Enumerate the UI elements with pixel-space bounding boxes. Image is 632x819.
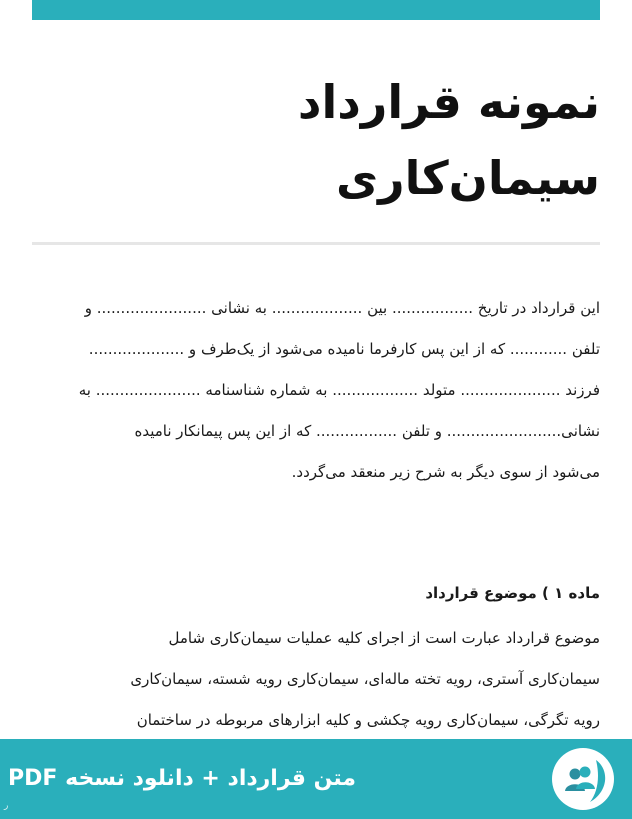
- corner-mark: ر: [4, 801, 9, 811]
- title-line-2: سیمان‌کاری: [335, 151, 600, 205]
- section-1-line: سیمان‌کاری آستری، رویه تخته ماله‌ای، سیمان‌کاری رویه شسته، سیمان‌کاری: [130, 670, 600, 688]
- section-1-body: [32, 618, 600, 741]
- page-title: [40, 64, 600, 216]
- download-pdf-link[interactable]: متن قرارداد + دانلود نسخه PDF: [8, 766, 356, 791]
- section-1-heading: ماده ۱ ) موضوع قرارداد: [425, 584, 600, 602]
- people-logo-icon: [552, 748, 614, 810]
- footer-banner[interactable]: [0, 739, 632, 819]
- top-accent-bar: [32, 0, 600, 20]
- intro-line: نشانی........................ و تلفن ................. که از این پس پیمانکار نامیده: [134, 422, 600, 440]
- intro-line: فرزند ..................... متولد .................. به شماره شناسنامه ...................... به: [78, 381, 600, 399]
- intro-line: تلفن ............ که از این پس کارفرما نامیده می‌شود از یک‌طرف و ....................: [88, 340, 600, 358]
- title-divider: [32, 242, 600, 245]
- people-logo-svg: [552, 748, 614, 810]
- intro-paragraph: [32, 288, 600, 493]
- intro-line: این قرارداد در تاریخ ................. بین ................... به نشانی ....................... و: [84, 299, 600, 317]
- section-1-line: موضوع قرارداد عبارت است از اجرای کلیه عملیات سیمان‌کاری شامل: [168, 629, 600, 647]
- section-1-line: رویه تگرگی، سیمان‌کاری رویه چکشی و کلیه ابزارهای مربوطه در ساختمان: [136, 711, 600, 729]
- title-line-1: نمونه قرارداد: [297, 75, 600, 129]
- intro-line: می‌شود از سوی دیگر به شرح زیر منعقد می‌گردد.: [291, 463, 600, 481]
